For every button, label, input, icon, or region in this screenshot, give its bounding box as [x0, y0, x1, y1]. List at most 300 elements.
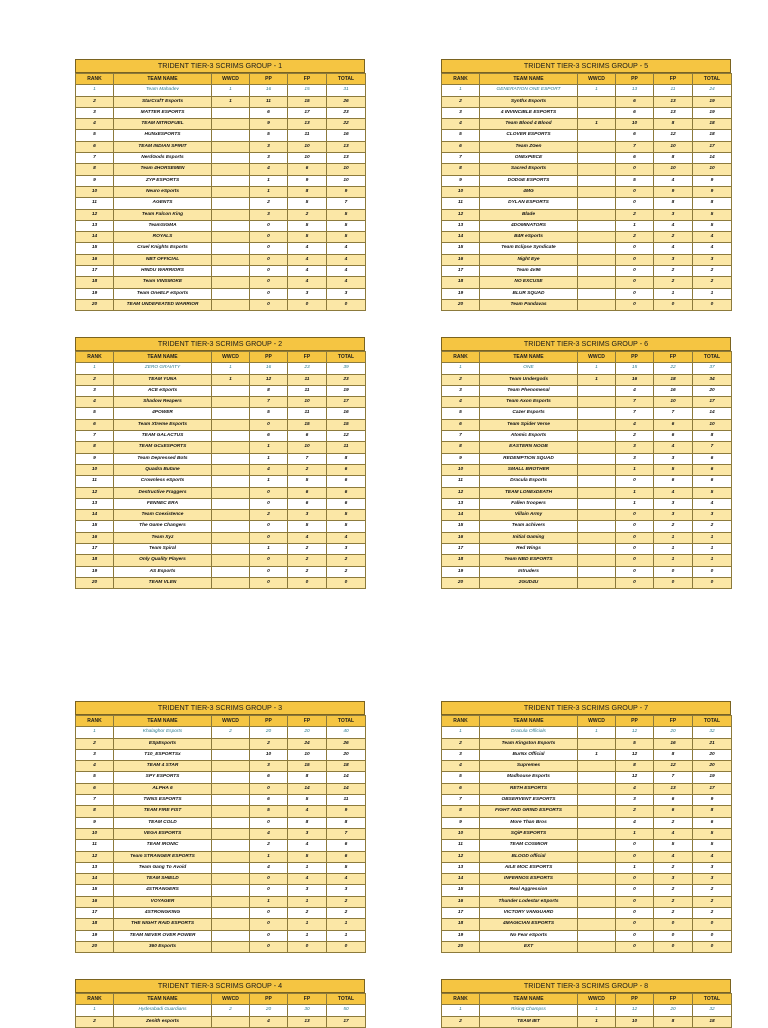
- cell-pp: 16: [250, 363, 288, 374]
- header-wwcd: WWCD: [212, 352, 250, 363]
- cell-team-name: Team Undergods: [480, 374, 578, 385]
- cell-team-name: Fallen troopers: [480, 498, 578, 509]
- cell-total: 23: [327, 107, 366, 118]
- cell-fp: 23: [288, 363, 327, 374]
- cell-rank: 4: [442, 761, 480, 772]
- header-rank: RANK: [76, 716, 114, 727]
- table-row: [76, 107, 366, 118]
- table-row: [76, 476, 366, 487]
- cell-fp: 13: [654, 107, 693, 118]
- header-pp: PP: [616, 994, 654, 1005]
- header-total: TOTAL: [693, 352, 732, 363]
- cell-team-name: B4R eSports: [480, 232, 578, 243]
- cell-fp: 6: [288, 487, 327, 498]
- cell-total: 8: [327, 453, 366, 464]
- header-fp: FP: [654, 352, 693, 363]
- header-row: [76, 994, 366, 1005]
- table-row: [76, 840, 366, 851]
- cell-pp: 4: [616, 385, 654, 396]
- cell-total: 9: [327, 806, 366, 817]
- table-row: [76, 908, 366, 919]
- cell-rank: 5: [442, 408, 480, 419]
- cell-team-name: FENNEC ERA: [114, 498, 212, 509]
- cell-fp: 6: [288, 431, 327, 442]
- cell-team-name: Real Aggression: [480, 885, 578, 896]
- cell-fp: 10: [654, 397, 693, 408]
- cell-fp: 4: [654, 851, 693, 862]
- cell-team-name: Team 4HORSEMEN: [114, 164, 212, 175]
- cell-pp: 0: [250, 243, 288, 254]
- cell-total: 6: [327, 487, 366, 498]
- cell-fp: 6: [654, 419, 693, 430]
- cell-total: 12: [327, 431, 366, 442]
- cell-rank: 18: [442, 919, 480, 930]
- cell-fp: 0: [288, 941, 327, 952]
- cell-rank: 13: [76, 498, 114, 509]
- cell-fp: 5: [288, 795, 327, 806]
- cell-pp: 10: [616, 1016, 654, 1027]
- table-row: [76, 795, 366, 806]
- cell-team-name: HINDU WARRIORS: [114, 266, 212, 277]
- cell-total: 6: [693, 464, 732, 475]
- table-row: [76, 577, 366, 588]
- cell-total: 6: [693, 817, 732, 828]
- cell-pp: 0: [616, 243, 654, 254]
- table-row: [442, 209, 732, 220]
- cell-fp: 10: [654, 141, 693, 152]
- cell-pp: 3: [616, 453, 654, 464]
- table-row: [76, 1016, 366, 1027]
- cell-total: 5: [693, 828, 732, 839]
- cell-rank: 2: [76, 1016, 114, 1027]
- cell-pp: 2: [616, 232, 654, 243]
- cell-total: 19: [327, 385, 366, 396]
- table-row: [76, 288, 366, 299]
- table-row: [442, 749, 732, 760]
- group-title: TRIDENT TIER-3 SCRIMS GROUP - 4: [75, 979, 365, 993]
- cell-pp: 7: [616, 141, 654, 152]
- header-team-name: TEAM NAME: [114, 74, 212, 85]
- cell-team-name: MATTER ESPORTS: [114, 107, 212, 118]
- cell-pp: 0: [616, 186, 654, 197]
- cell-rank: 16: [76, 254, 114, 265]
- cell-fp: 3: [654, 874, 693, 885]
- cell-team-name: EASTERN NOOB: [480, 442, 578, 453]
- table-row: [442, 107, 732, 118]
- cell-total: 5: [327, 510, 366, 521]
- cell-rank: 2: [442, 96, 480, 107]
- cell-fp: 2: [288, 566, 327, 577]
- cell-fp: 8: [288, 772, 327, 783]
- cell-total: 0: [693, 919, 732, 930]
- header-total: TOTAL: [327, 994, 366, 1005]
- cell-fp: 15: [288, 761, 327, 772]
- table-row: [76, 431, 366, 442]
- cell-wwcd: [578, 487, 616, 498]
- table-row: [442, 277, 732, 288]
- cell-fp: 3: [654, 510, 693, 521]
- cell-total: 11: [327, 795, 366, 806]
- table-row: [76, 566, 366, 577]
- cell-fp: 8: [654, 198, 693, 209]
- cell-pp: 0: [250, 266, 288, 277]
- cell-rank: 1: [76, 1005, 114, 1016]
- cell-rank: 10: [76, 464, 114, 475]
- cell-rank: 1: [76, 363, 114, 374]
- cell-pp: 4: [616, 817, 654, 828]
- cell-team-name: Team Blood 4 Blood: [480, 119, 578, 130]
- cell-fp: 13: [654, 783, 693, 794]
- cell-fp: 8: [288, 817, 327, 828]
- cell-rank: 19: [442, 288, 480, 299]
- cell-total: 17: [693, 141, 732, 152]
- cell-team-name: Cazer Esports: [480, 408, 578, 419]
- cell-pp: 2: [250, 510, 288, 521]
- cell-total: 4: [327, 243, 366, 254]
- cell-pp: 2: [616, 431, 654, 442]
- cell-pp: 4: [616, 419, 654, 430]
- cell-pp: 0: [616, 299, 654, 310]
- cell-team-name: FIGHT AND GRIND ESPORTS: [480, 806, 578, 817]
- cell-team-name: TEAM NITROFUEL: [114, 119, 212, 130]
- cell-team-name: 4DOMINATORS: [480, 220, 578, 231]
- cell-pp: 0: [616, 941, 654, 952]
- table-row: [442, 896, 732, 907]
- cell-team-name: Team NBD ESPORTS: [480, 555, 578, 566]
- cell-pp: 0: [616, 930, 654, 941]
- cell-total: 8: [693, 431, 732, 442]
- cell-pp: 0: [250, 288, 288, 299]
- cell-fp: 0: [654, 930, 693, 941]
- cell-rank: 12: [76, 487, 114, 498]
- cell-team-name: AS Esports: [114, 566, 212, 577]
- table-row: [442, 851, 732, 862]
- cell-total: 22: [327, 119, 366, 130]
- header-fp: FP: [654, 74, 693, 85]
- cell-wwcd: [212, 874, 250, 885]
- cell-wwcd: [212, 186, 250, 197]
- cell-pp: 0: [250, 299, 288, 310]
- cell-team-name: TEAM 4 STAR: [114, 761, 212, 772]
- cell-wwcd: [212, 266, 250, 277]
- cell-fp: 10: [288, 153, 327, 164]
- cell-fp: 6: [654, 806, 693, 817]
- cell-team-name: INFERNOS ESPORTS: [480, 874, 578, 885]
- cell-rank: 6: [76, 783, 114, 794]
- cell-total: 6: [327, 840, 366, 851]
- cell-rank: 4: [442, 119, 480, 130]
- cell-rank: 5: [76, 130, 114, 141]
- table-row: [442, 727, 732, 738]
- cell-fp: 5: [288, 220, 327, 231]
- header-rank: RANK: [76, 352, 114, 363]
- table-row: [76, 555, 366, 566]
- cell-pp: 2: [616, 806, 654, 817]
- table-row: [76, 408, 366, 419]
- cell-wwcd: [578, 385, 616, 396]
- cell-rank: 12: [442, 487, 480, 498]
- cell-rank: 11: [76, 476, 114, 487]
- cell-team-name: DYLAN ESPORTS: [480, 198, 578, 209]
- cell-pp: 0: [616, 266, 654, 277]
- cell-total: 31: [327, 85, 366, 96]
- cell-rank: 2: [76, 738, 114, 749]
- table-row: [76, 874, 366, 885]
- header-total: TOTAL: [327, 716, 366, 727]
- cell-pp: 13: [616, 85, 654, 96]
- group-title: TRIDENT TIER-3 SCRIMS GROUP - 2: [75, 337, 365, 351]
- table-row: [442, 130, 732, 141]
- cell-rank: 19: [76, 288, 114, 299]
- table-row: [76, 727, 366, 738]
- header-team-name: TEAM NAME: [114, 716, 212, 727]
- cell-pp: 0: [250, 254, 288, 265]
- cell-fp: 5: [288, 851, 327, 862]
- cell-total: 37: [693, 363, 732, 374]
- table-row: [442, 141, 732, 152]
- cell-fp: 8: [654, 749, 693, 760]
- group-8-table: [441, 979, 731, 1028]
- cell-team-name: StarCrafT Esports: [114, 96, 212, 107]
- cell-pp: 1: [616, 220, 654, 231]
- table-row: [442, 1016, 732, 1027]
- cell-total: 21: [693, 738, 732, 749]
- cell-wwcd: [212, 498, 250, 509]
- cell-pp: 6: [616, 107, 654, 118]
- cell-wwcd: [578, 220, 616, 231]
- table-row: [76, 419, 366, 430]
- cell-team-name: Team Coexistence: [114, 510, 212, 521]
- cell-team-name: Synthx Esports: [480, 96, 578, 107]
- cell-pp: 0: [250, 941, 288, 952]
- cell-pp: 6: [250, 795, 288, 806]
- cell-fp: 4: [654, 243, 693, 254]
- cell-fp: 5: [288, 476, 327, 487]
- cell-rank: 18: [76, 555, 114, 566]
- cell-wwcd: [578, 243, 616, 254]
- group-1-table: [75, 59, 365, 311]
- header-pp: PP: [616, 74, 654, 85]
- cell-total: 9: [693, 795, 732, 806]
- cell-wwcd: 1: [212, 363, 250, 374]
- cell-pp: 4: [250, 862, 288, 873]
- table-row: [76, 862, 366, 873]
- cell-fp: 3: [288, 510, 327, 521]
- table-row: [76, 544, 366, 555]
- cell-wwcd: [578, 464, 616, 475]
- cell-fp: 6: [288, 164, 327, 175]
- cell-total: 23: [327, 374, 366, 385]
- cell-rank: 19: [76, 930, 114, 941]
- cell-fp: 10: [288, 141, 327, 152]
- cell-fp: 4: [288, 874, 327, 885]
- table-row: [76, 828, 366, 839]
- cell-rank: 6: [442, 419, 480, 430]
- header-pp: PP: [616, 352, 654, 363]
- cell-pp: 1: [250, 453, 288, 464]
- table-row: [442, 521, 732, 532]
- cell-team-name: ESpEsports: [114, 738, 212, 749]
- cell-team-name: Team Falcon King: [114, 209, 212, 220]
- cell-pp: 7: [250, 397, 288, 408]
- group-title: TRIDENT TIER-3 SCRIMS GROUP - 5: [441, 59, 731, 73]
- cell-fp: 2: [654, 521, 693, 532]
- cell-team-name: GENERATION ONE ESPORT: [480, 85, 578, 96]
- cell-team-name: Madhouse Esports: [480, 772, 578, 783]
- cell-team-name: ZERO GRAVITY: [114, 363, 212, 374]
- cell-fp: 11: [288, 374, 327, 385]
- cell-total: 5: [327, 862, 366, 873]
- header-rank: RANK: [76, 994, 114, 1005]
- cell-total: 0: [327, 941, 366, 952]
- table-row: [76, 164, 366, 175]
- cell-team-name: SPY ESPORTS: [114, 772, 212, 783]
- cell-rank: 1: [76, 85, 114, 96]
- cell-team-name: AILE MOC ESPORTS: [480, 862, 578, 873]
- cell-rank: 1: [76, 727, 114, 738]
- cell-total: 20: [327, 749, 366, 760]
- cell-fp: 5: [654, 464, 693, 475]
- cell-pp: 0: [250, 874, 288, 885]
- cell-fp: 5: [288, 198, 327, 209]
- cell-wwcd: [212, 941, 250, 952]
- header-row: [442, 716, 732, 727]
- cell-pp: 1: [616, 498, 654, 509]
- cell-total: 26: [327, 738, 366, 749]
- cell-wwcd: [578, 885, 616, 896]
- cell-wwcd: [212, 453, 250, 464]
- cell-pp: 3: [250, 141, 288, 152]
- cell-wwcd: [578, 476, 616, 487]
- cell-wwcd: [212, 397, 250, 408]
- cell-total: 9: [693, 175, 732, 186]
- cell-team-name: Team Spiral: [114, 544, 212, 555]
- cell-rank: 6: [76, 141, 114, 152]
- cell-wwcd: [578, 510, 616, 521]
- cell-total: 1: [693, 532, 732, 543]
- cell-team-name: Initial Gaming: [480, 532, 578, 543]
- cell-wwcd: [578, 941, 616, 952]
- cell-rank: 12: [76, 209, 114, 220]
- cell-team-name: TEAM VLEN: [114, 577, 212, 588]
- cell-wwcd: [578, 532, 616, 543]
- cell-wwcd: [578, 209, 616, 220]
- cell-wwcd: 1: [578, 1016, 616, 1027]
- cell-wwcd: 1: [212, 85, 250, 96]
- table-row: [76, 464, 366, 475]
- cell-pp: 3: [616, 442, 654, 453]
- cell-wwcd: [578, 299, 616, 310]
- table-row: [442, 453, 732, 464]
- cell-total: 0: [693, 930, 732, 941]
- cell-team-name: SMALL BROTHER: [480, 464, 578, 475]
- cell-rank: 12: [442, 851, 480, 862]
- cell-fp: 1: [654, 544, 693, 555]
- cell-fp: 16: [654, 385, 693, 396]
- cell-fp: 6: [654, 431, 693, 442]
- cell-team-name: Team Xyz: [114, 532, 212, 543]
- cell-pp: 0: [250, 908, 288, 919]
- cell-pp: 0: [616, 874, 654, 885]
- cell-rank: 18: [76, 277, 114, 288]
- table-row: [442, 266, 732, 277]
- cell-pp: 3: [616, 795, 654, 806]
- header-rank: RANK: [76, 74, 114, 85]
- table-row: [442, 186, 732, 197]
- table-row: [76, 363, 366, 374]
- cell-pp: 0: [616, 510, 654, 521]
- cell-fp: 13: [654, 96, 693, 107]
- cell-total: 24: [693, 85, 732, 96]
- cell-team-name: Destructive Fraggers: [114, 487, 212, 498]
- table-row: [76, 385, 366, 396]
- standings-table: [441, 715, 732, 953]
- cell-team-name: Team 4v96: [480, 266, 578, 277]
- cell-total: 6: [327, 476, 366, 487]
- cell-fp: 3: [288, 828, 327, 839]
- cell-wwcd: [212, 209, 250, 220]
- cell-fp: 2: [654, 885, 693, 896]
- cell-pp: 0: [616, 521, 654, 532]
- cell-team-name: AGENTS: [114, 198, 212, 209]
- cell-total: 2: [327, 896, 366, 907]
- cell-wwcd: [212, 130, 250, 141]
- cell-team-name: 2GUD4U: [480, 577, 578, 588]
- table-row: [442, 806, 732, 817]
- table-row: [442, 374, 732, 385]
- cell-wwcd: [578, 817, 616, 828]
- header-team-name: TEAM NAME: [480, 994, 578, 1005]
- header-rank: RANK: [442, 352, 480, 363]
- cell-wwcd: [578, 442, 616, 453]
- cell-wwcd: [578, 498, 616, 509]
- cell-team-name: Hyderabadi Guardians: [114, 1005, 212, 1016]
- cell-team-name: OBSERVENT ESPORTS: [480, 795, 578, 806]
- cell-wwcd: [578, 577, 616, 588]
- cell-fp: 5: [288, 232, 327, 243]
- cell-wwcd: [578, 141, 616, 152]
- cell-fp: 2: [654, 232, 693, 243]
- cell-total: 4: [693, 851, 732, 862]
- cell-fp: 2: [654, 896, 693, 907]
- cell-team-name: Dracula Esports: [480, 476, 578, 487]
- table-row: [442, 795, 732, 806]
- cell-total: 8: [693, 806, 732, 817]
- cell-wwcd: [212, 476, 250, 487]
- cell-pp: 3: [250, 209, 288, 220]
- cell-wwcd: [212, 862, 250, 873]
- cell-rank: 8: [76, 442, 114, 453]
- cell-fp: 30: [288, 1005, 327, 1016]
- group-6-table: [441, 337, 731, 589]
- header-row: [76, 716, 366, 727]
- cell-pp: 0: [616, 288, 654, 299]
- table-row: [442, 772, 732, 783]
- cell-wwcd: [212, 795, 250, 806]
- cell-total: 4: [327, 266, 366, 277]
- table-row: [442, 930, 732, 941]
- cell-wwcd: [578, 453, 616, 464]
- cell-team-name: 4STRONGKING: [114, 908, 212, 919]
- cell-total: 0: [693, 577, 732, 588]
- cell-wwcd: [212, 232, 250, 243]
- cell-wwcd: [212, 254, 250, 265]
- cell-wwcd: [578, 544, 616, 555]
- table-row: [442, 363, 732, 374]
- cell-team-name: VICTORY VANGUARD: [480, 908, 578, 919]
- cell-pp: 1: [616, 464, 654, 475]
- cell-wwcd: [578, 397, 616, 408]
